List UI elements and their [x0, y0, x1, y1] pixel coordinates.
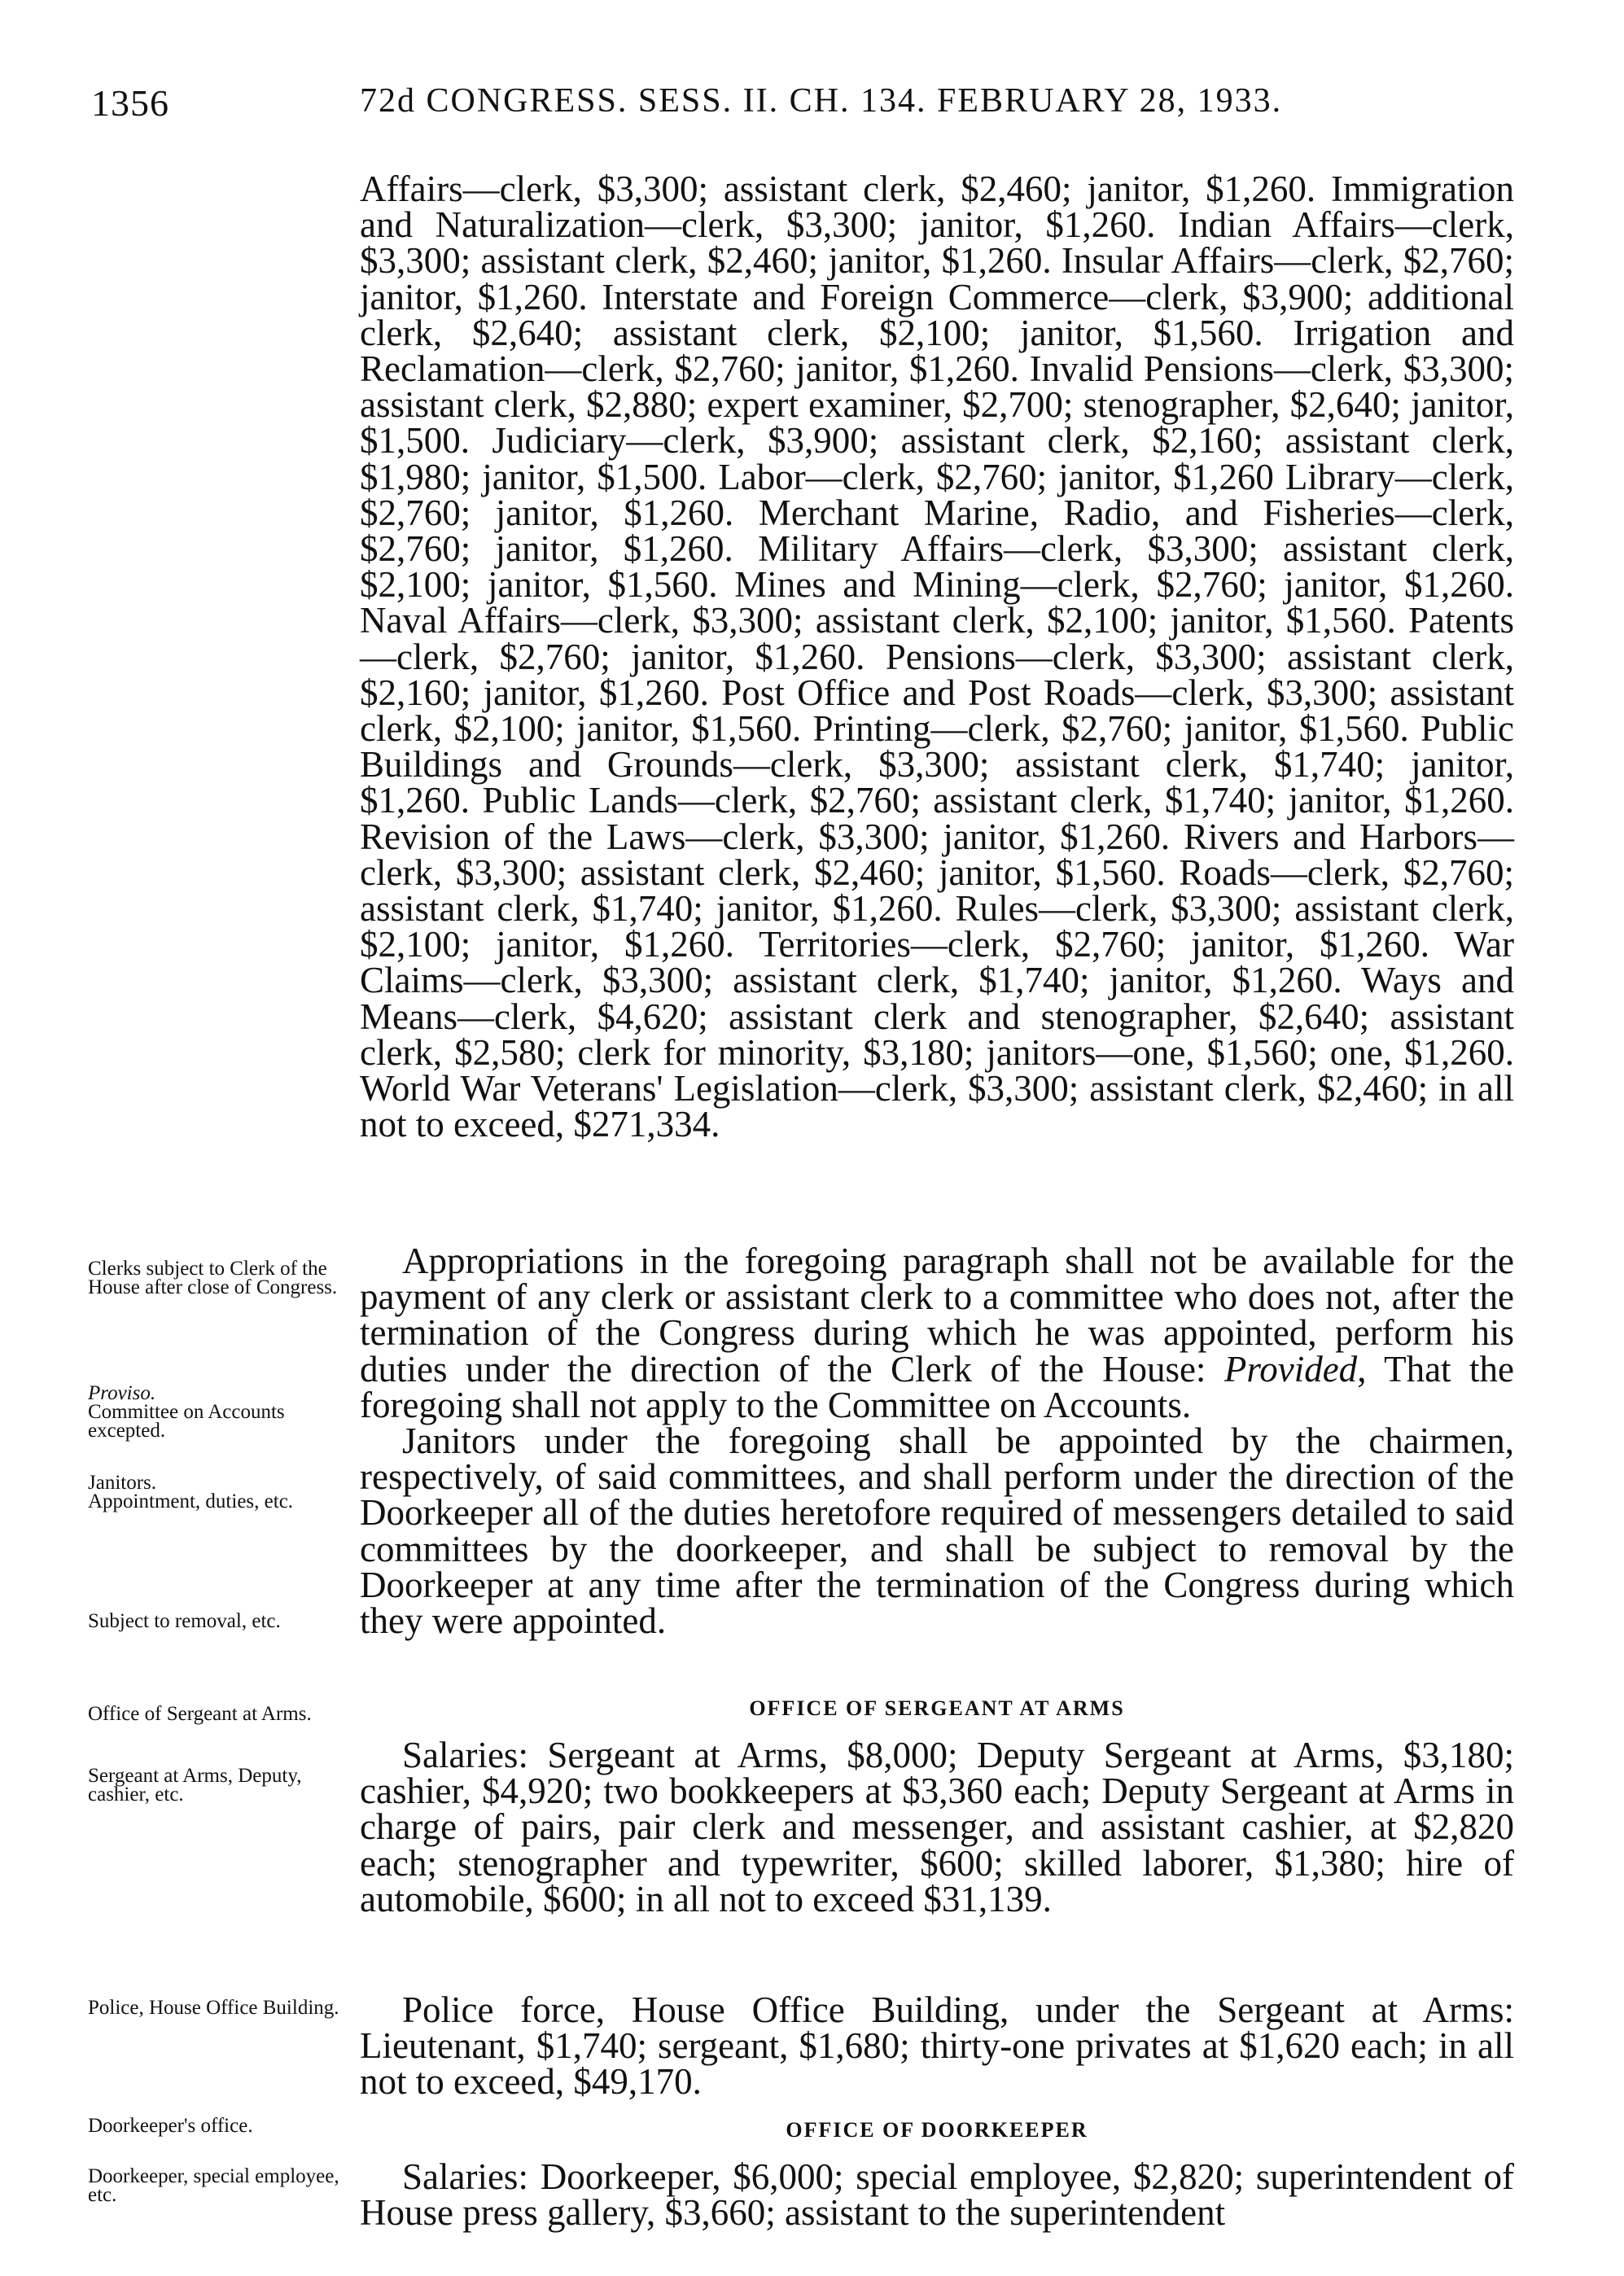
margin-note-janitors [88, 1473, 365, 1511]
margin-note-subject-removal: Subject to removal, etc. [88, 1610, 281, 1632]
paragraph [360, 1243, 1514, 1423]
page-header [91, 81, 1508, 130]
paragraph: Affairs—clerk, $3,300; assistant clerk, $2,460; janitor, $1,260. Immigration and Naturalization—clerk, $3,300; janitor, $1,260. Indian Affairs—clerk, $3,300; assistant clerk, $2,460; janitor, $1,260. Insular Affairs—clerk, $2,760; janitor, $1,260. Interstate and Foreign Commerce—clerk, $3,900; additional clerk, $2,640; assistant clerk, $2,100; janitor, $1,560. Irrigation and Reclamation—clerk, $2,760; janitor, $1,260. Invalid Pensions—clerk, $3,300; assistant clerk, $2,880; expert examiner, $2,700; stenographer, $2,640; janitor, $1,500. Judiciary—clerk, $3,900; assistant clerk, $2,160; assistant clerk, $1,980; janitor, $1,500. Labor—clerk, $2,760; janitor, $1,260 Library—clerk, $2,760; janitor, $1,260. Merchant Marine, Radio, and Fisheries—clerk, $2,760; janitor, $1,260. Military Affairs—clerk, $3,300; assistant clerk, $2,100; janitor, $1,560. Mines and Mining—clerk, $2,760; janitor, $1,260. Naval Affairs—clerk, $3,300; assistant clerk, $2,100; janitor, $1,560. Patents—clerk, $2,760; janitor, $1,260. Pensions—clerk, $3,300; assistant clerk, $2,160; janitor, $1,260. Post Office and Post Roads—clerk, $3,300; assistant clerk, $2,100; janitor, $1,560. Printing—clerk, $2,760; janitor, $1,560. Public Buildings and Grounds—clerk, $3,300; assistant clerk, $1,740; janitor, $1,260. Public Lands—clerk, $2,760; assistant clerk, $1,740; janitor, $1,260. Revision of the Laws—clerk, $3,300; janitor, $1,260. Rivers and Harbors—clerk, $3,300; assistant clerk, $2,460; janitor, $1,560. Roads—clerk, $2,760; assistant clerk, $1,740; janitor, $1,260. Rules—clerk, $3,300; assistant clerk, $2,100; janitor, $1,260. Territories—clerk, $2,760; janitor, $1,260. War Claims—clerk, $3,300; assistant clerk, $1,740; janitor, $1,260. Ways and Means—clerk, $4,620; assistant clerk and stenographer, $2,640; assistant clerk, $2,580; clerk for minority, $3,180; janitors—one, $1,560; one, $1,260. World War Veterans' Legislation—clerk, $3,300; assistant clerk, $2,460; in all not to exceed, $271,334. [360, 169, 1514, 1145]
proviso-label: Proviso. [88, 1382, 156, 1404]
section-heading-sergeant: OFFICE OF SERGEANT AT ARMS [749, 1696, 1125, 1720]
margin-note-clerks-subject: Clerks subject to Clerk of the House after close of Congress. [88, 1258, 338, 1298]
paragraph: Janitors under the foregoing shall be appointed by the chairmen, respectively, of said committees, and shall perform under the direction of the Doorkeeper all of the duties heretofore required of messengers detailed to said committees by the doorkeeper, and shall be subject to removal by the Doorkeeper at any time after the termination of the Congress during which they were appointed. [360, 1420, 1514, 1642]
body-paragraph-doorkeeper-salaries [360, 2156, 1514, 2234]
body-paragraph-sergeant-salaries [360, 1737, 1514, 1917]
body-paragraph-clerks-subject [360, 1243, 1514, 1423]
paragraph-text: , That the foregoing shall not apply to the Committee on Accounts. [360, 1348, 1514, 1425]
proviso-text: Committee on Accounts excepted. [88, 1401, 285, 1442]
body-paragraph-committee-salaries [360, 169, 1514, 1145]
body-paragraph-janitors [360, 1420, 1514, 1642]
paragraph: Salaries: Sergeant at Arms, $8,000; Deputy Sergeant at Arms, $3,180; cashier, $4,920; two bookkeepers at $3,360 each; Deputy Sergeant at Arms in charge of pairs, pair clerk and messenger, and assistant cashier, at $2,820 each; stenographer and typewriter, $600; skilled laborer, $1,380; hire of automobile, $600; in all not to exceed $31,139. [360, 1735, 1514, 1919]
janitors-label: Janitors. [88, 1472, 157, 1494]
section-heading-doorkeeper: OFFICE OF DOORKEEPER [786, 2118, 1088, 2142]
paragraph: Police force, House Office Building, under the Sergeant at Arms: Lieutenant, $1,740; sergeant, $1,680; thirty-one privates at $1,620 each; in all not to exceed, $49,170. [360, 1989, 1514, 2103]
running-title: 72d CONGRESS. SESS. II. CH. 134. FEBRUARY 28, 1933. [360, 82, 1283, 120]
paragraph: Salaries: Doorkeeper, $6,000; special employee, $2,820; superintendent of House press gallery, $3,660; assistant to the superintendent [360, 2156, 1514, 2234]
margin-note-sergeant-deputy: Sergeant at Arms, Deputy, cashier, etc. [88, 1765, 302, 1805]
margin-note-doorkeeper-office: Doorkeeper's office. [88, 2115, 253, 2137]
page-number: 1356 [91, 82, 169, 124]
margin-note-proviso [88, 1384, 365, 1440]
margin-note-office-sergeant: Office of Sergeant at Arms. [88, 1703, 312, 1725]
provided-word: Provided [1223, 1348, 1358, 1390]
paragraph-text: Appropriations in the foregoing paragraph shall not be available for the payment of any clerk or assistant clerk to a committee who does not, after the termination of the Congress during which he was appointed, perform his duties under the direction of the Clerk of the House: [360, 1241, 1514, 1390]
janitors-text: Appointment, duties, etc. [88, 1490, 294, 1512]
margin-note-doorkeeper-special: Doorkeeper, special employee, etc. [88, 2165, 339, 2206]
body-paragraph-police [360, 1989, 1514, 2103]
margin-note-police: Police, House Office Building. [88, 1997, 339, 2019]
